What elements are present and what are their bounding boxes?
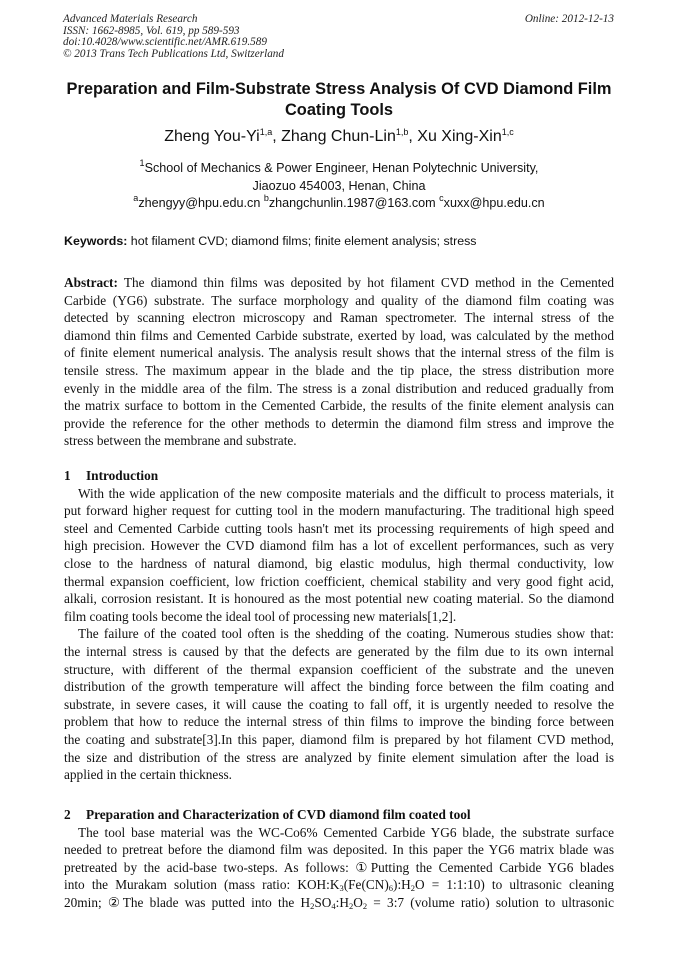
body-line: the internal stress is caused by that the defects are generated by the film due to its own internal xyxy=(64,643,614,659)
email: xuxx@hpu.edu.cn xyxy=(443,196,545,211)
title-line: Preparation and Film-Substrate Stress Analysis Of CVD Diamond Film xyxy=(66,80,612,98)
body-line: the size and distribution of the stress are analyzed by finite element simulation after the load is xyxy=(64,749,614,765)
copyright: © 2013 Trans Tech Publications Ltd, Switzerland xyxy=(63,47,284,60)
title-line: Coating Tools xyxy=(284,100,394,119)
section-number: 1 xyxy=(64,468,71,483)
body-line: steel and Cemented Carbide cutting tools hasn't met its processing requirements of high speed and xyxy=(64,520,614,536)
online-date: Online: 2012-12-13 xyxy=(524,13,614,25)
section-number: 2 xyxy=(64,807,71,822)
abstract-line xyxy=(64,380,614,398)
abstract-text: Carbide (YG6) substrate. The surface morphology and quality of the diamond film coating was xyxy=(64,292,614,308)
paper-title xyxy=(40,79,638,120)
section-title: Preparation and Characterization of CVD diamond film coated tool xyxy=(86,807,471,822)
doi: doi:10.4028/www.scientific.net/AMR.619.589 xyxy=(63,36,267,49)
text-run: O = 1:1:10) to ultrasonic cleaning xyxy=(415,877,615,893)
text-run: SO xyxy=(314,894,332,910)
subscript: 6 xyxy=(388,883,394,894)
body-line: distribution of the growth temperature will affect the binding force between the film coating and xyxy=(64,679,614,695)
body-line: needed to pretreat before the diamond film was deposited. In this paper the YG6 matrix blade was xyxy=(64,842,614,858)
body-line: The failure of the coated tool often is the shedding of the coating. Numerous studies show that: xyxy=(78,626,614,642)
body-line: close to the hardness of natural diamond, big elastic modulus, high thermal conductivity, low xyxy=(64,555,614,571)
affiliation-line: $^1$School of Mechanics & Power Engineer, Henan Polytechnic University, xyxy=(139,158,539,175)
abstract-line xyxy=(64,344,614,362)
journal-header xyxy=(63,14,284,60)
abstract-text: stress between the membrane and substrate. xyxy=(64,433,297,449)
text-run: O xyxy=(353,894,363,910)
body-line: With the wide application of the new composite materials and the difficult to process materials, it xyxy=(78,485,614,501)
subscript: 2 xyxy=(310,900,315,911)
affiliation xyxy=(0,160,678,213)
body-line: problem that how to reduce the internal stress of thin films to improve the binding force between xyxy=(64,714,614,730)
abstract xyxy=(64,274,614,450)
issn: ISSN: 1662-8985, Vol. 619, pp 589-593 xyxy=(63,24,240,37)
abstract-line xyxy=(64,415,614,433)
body-line: pretreated by the acid-base two-steps. As follows: ①Putting the Cemented Carbide YG6 blades xyxy=(64,859,614,875)
abstract-line xyxy=(64,309,614,327)
abstract-line xyxy=(64,362,614,380)
body-line: structure, with different of the thermal expansion coefficient of the substrate and the uneven xyxy=(64,661,614,677)
subscript: 4 xyxy=(331,900,336,911)
subscript: 3 xyxy=(339,883,344,894)
abstract-text: evenly in the middle area of the film. The stress is a zonal distribution and reduced gradually from xyxy=(64,380,614,396)
journal-name: Advanced Materials Research xyxy=(63,13,198,25)
abstract-text: of finite element numerical analysis. The analysis result shows that the internal stress of the film is xyxy=(64,345,614,361)
keywords xyxy=(64,234,477,248)
text-run: (Fe(CN) xyxy=(343,877,389,893)
abstract-text: tensile stress. The maximum appear in the blade and the tip place, the stress distribution more xyxy=(64,362,614,378)
abstract-text: detected by scanning electron microscopy and Raman spectrometer. The internal stress of the xyxy=(64,310,614,326)
body-line: applied in the certain thickness. xyxy=(64,767,233,783)
section-preparation xyxy=(64,806,614,912)
section-heading xyxy=(64,467,614,485)
keywords-label: Keywords: xyxy=(64,234,128,248)
author: Xu Xing-Xin$^{1,c}$ xyxy=(417,127,514,145)
section-title: Introduction xyxy=(86,468,159,483)
section-heading xyxy=(64,806,614,824)
email: zhangchunlin.1987@163.com xyxy=(268,196,440,211)
keywords-text: hot filament CVD; diamond films; finite element analysis; stress xyxy=(127,234,477,248)
body-line: alkali, corrosion resistant. It is honoured as the most potential new coating material. So the diamond xyxy=(64,591,614,607)
subscript: 2 xyxy=(348,900,354,911)
abstract-line xyxy=(64,432,614,450)
abstract-text: provide the reference for the other methods to determin the diamond film stress and improve the xyxy=(64,415,614,431)
abstract-line xyxy=(64,397,614,415)
abstract-text: diamond thin films and Cemented Carbide substrate, exerted by load, was calculated by the method xyxy=(64,327,614,343)
authors xyxy=(0,128,678,146)
body-line: film coating tools become the ideal tool of processing new materials[1,2]. xyxy=(64,608,457,624)
body-line: the coating and substrate[3].In this paper, diamond film is prepared by hot filament CVD method, xyxy=(64,731,614,747)
text-run: into the Murakam solution (mass ratio: KOH:K xyxy=(64,877,340,893)
abstract-line xyxy=(64,274,614,292)
body-line xyxy=(64,876,614,894)
text-run: ):H xyxy=(393,877,411,893)
body-line: thermal expansion coefficient, low friction coefficient, chemical stability and very good fight acid, xyxy=(64,573,614,589)
emails: $^a$zhengyy@hpu.edu.cn $^b$zhangchunlin.1987@163.com $^c$xuxx@hpu.edu.cn xyxy=(133,193,545,211)
email: zhengyy@hpu.edu.cn xyxy=(138,196,264,211)
section-introduction xyxy=(64,467,614,784)
body-line: put forward higher request for cutting tool in the modern manufacturing. The traditional high speed xyxy=(64,503,614,519)
author: Zhang Chun-Lin$^{1,b}$, xyxy=(281,127,418,145)
abstract-line xyxy=(64,327,614,345)
abstract-text: The diamond thin films was deposited by hot filament CVD method in the Cemented xyxy=(117,275,614,290)
text-run: = 3:7 (volume ratio) solution to ultrasonic xyxy=(367,894,614,910)
body-line xyxy=(64,894,614,912)
text-run: 20min; ②The blade was putted into the H xyxy=(64,894,311,910)
subscript: 2 xyxy=(362,900,368,911)
abstract-text: the matrix surface to bottom in the Cemented Carbide, the results of the finite element analysis can xyxy=(64,398,614,414)
abstract-line xyxy=(64,292,614,310)
author: Zheng You-Yi$^{1,a}$, xyxy=(164,127,282,145)
subscript: 2 xyxy=(410,883,416,894)
body-line: The tool base material was the WC-Co6% Cemented Carbide YG6 blade, the substrate surface xyxy=(78,824,614,840)
body-line: substrate, in severe cases, it will cause the coating to fall off, it is urgently needed to resolve the xyxy=(64,696,614,712)
abstract-label: Abstract: xyxy=(64,275,118,290)
text-run: :H xyxy=(335,894,349,910)
body-line: high precision. However the CVD diamond film has a lot of excellent performances, such as very xyxy=(64,538,614,554)
affiliation-line: Jiaozuo 454003, Henan, China xyxy=(252,178,426,193)
